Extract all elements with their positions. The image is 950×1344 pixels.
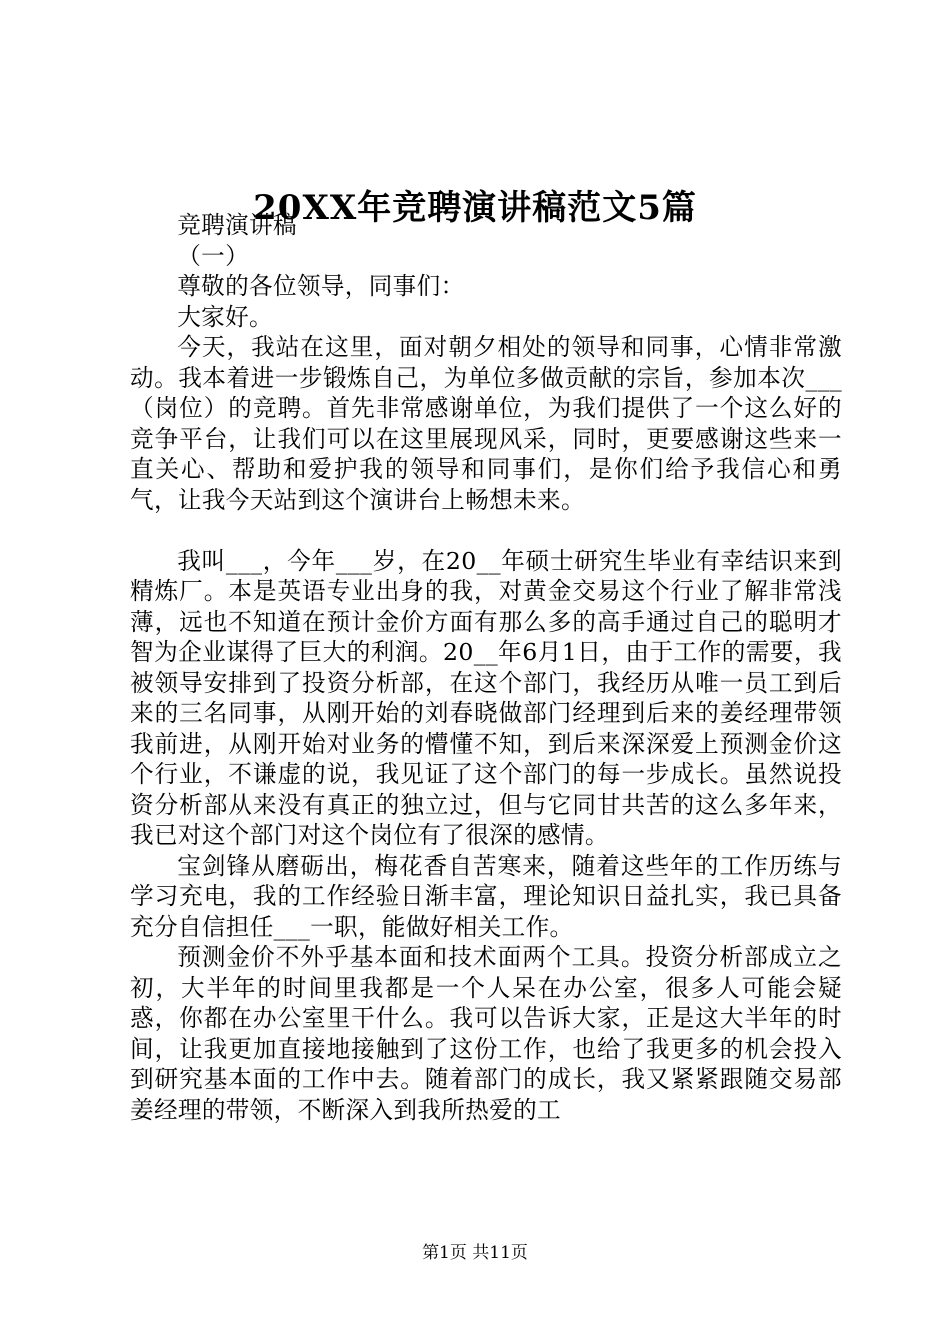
paragraph-body: 我叫___，今年___岁，在20__年硕士研究生毕业有幸结识来到精炼厂。本是英语专业出身的我，对黄金交易这个行业了解非常浅薄，远也不知道在预计金价方面有那么多的高手通过自己的聪明才智为企业谋得了巨大的利润。20__年6月1日，由于工作的需要，我被领导安排到了投资分析部，在这个部门，我经历从唯一员工到后来的三名同事，从刚开始的刘春晓做部门经理到后来的姜经理带领我前进，从刚开始对业务的懵懂不知，到后来深深爱上预测金价这个行业，不谦虚的说，我见证了这个部门的每一步成长。虽然说投资分析部从来没有真正的独立过，但与它同甘共苦的这么多年来，我已对这个部门对这个岗位有了很深的感情。	[130, 546, 842, 849]
paragraph-heading: 竞聘演讲稿	[177, 211, 297, 239]
paragraph-body: 预测金价不外乎基本面和技术面两个工具。投资分析部成立之初，大半年的时间里我都是一个人呆在办公室，很多人可能会疑惑，你都在办公室里干什么。我可以告诉大家，正是这大半年的时间，让我更加直接地接触到了这份工作，也给了我更多的机会投入到研究基本面的工作中去。随着部门的成长，我又紧紧跟随交易部姜经理的带领，不断深入到我所热爱的工	[130, 943, 842, 1124]
paragraph-body: 宝剑锋从磨砺出，梅花香自苦寒来，随着这些年的工作历练与学习充电，我的工作经验日渐丰富，理论知识日益扎实，我已具备充分自信担任___一职，能做好相关工作。	[130, 851, 842, 941]
paragraph-greeting: 大家好。	[177, 302, 273, 331]
paragraph-body: 今天，我站在这里，面对朝夕相处的领导和同事，心情非常激动。我本着进一步锻炼自己，为单位多做贡献的宗旨，参加本次___（岗位）的竞聘。首先非常感谢单位，为我们提供了一个这么好的竞争平台，让我们可以在这里展现风采，同时，更要感谢这些来一直关心、帮助和爱护我的领导和同事们，是你们给予我信心和勇气，让我今天站到这个演讲台上畅想未来。	[130, 333, 842, 514]
paragraph-section-number: （一）	[177, 241, 250, 270]
paragraph-salutation: 尊敬的各位领导，同事们：	[177, 272, 465, 300]
page-title: 20XX年竞聘演讲稿范文5篇	[253, 188, 697, 228]
page-footer: 第1页 共11页	[422, 1243, 528, 1263]
document-body	[130, 210, 842, 1125]
